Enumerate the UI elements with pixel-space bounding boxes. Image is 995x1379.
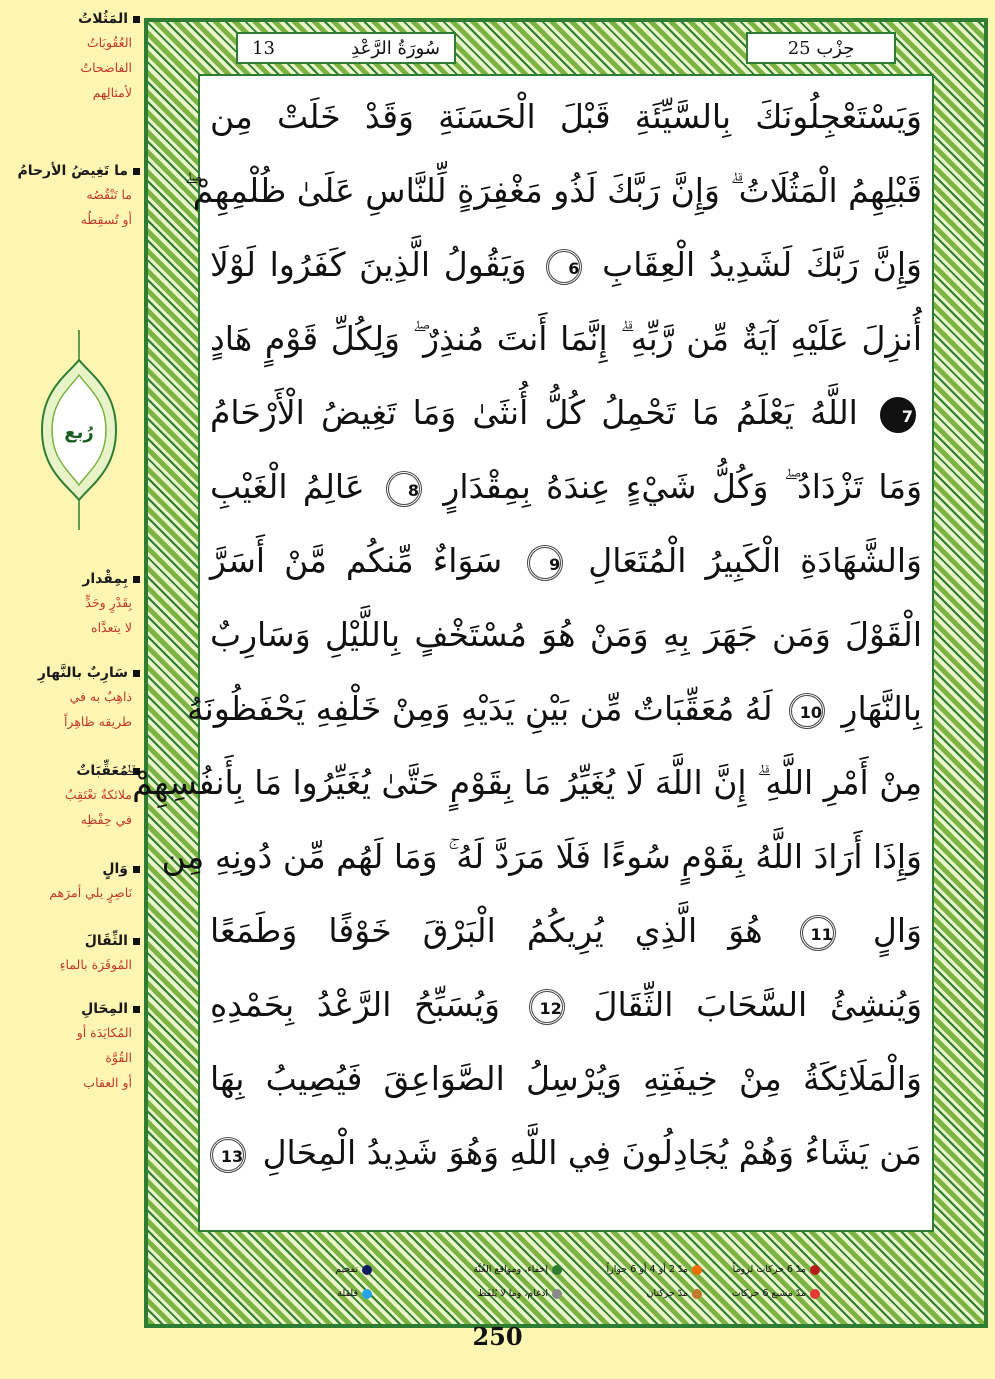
glossary-meaning: ما تَنْقُصُه (86, 187, 132, 202)
legend-dot-icon (692, 1289, 702, 1299)
verse-line: وَالشَّهَادَةِ الْكَبِيرُ الْمُتَعَالِ 9 سَوَاءٌ مِّنكُم مَّنْ أَسَرَّ (210, 541, 922, 580)
legend-dot-icon (362, 1289, 372, 1299)
glossary-meaning: بِقَدْرٍ وحَدٍّ (85, 595, 132, 610)
bullet-icon (133, 168, 140, 175)
verse-line: بِالنَّهَارِ 10 لَهُ مُعَقِّبَاتٌ مِّن بَيْنِ يَدَيْهِ وَمِنْ خَلْفِهِ يَحْفَظُونَهُ (186, 689, 922, 728)
surah-number: 13 (252, 37, 275, 59)
glossary-meaning: لأمثالِهم (92, 85, 132, 100)
glossary-meaning: الفاضحاتُ (80, 60, 132, 75)
verse-line: وَمَا تَزْدَادُ ۖ وَكُلُّ شَيْءٍ عِندَهُ بِمِقْدَارٍ 8 عَالِمُ الْغَيْبِ (210, 467, 923, 506)
glossary-entry (8, 998, 140, 1095)
legend-item: مدّ حركتان (647, 1288, 702, 1299)
page-border-frame (123, 18, 988, 1328)
glossary-meaning: ملائكةٌ تعْتَقِبُ (64, 787, 132, 802)
glossary-entry (8, 8, 140, 105)
glossary-meaning: ذاهِبٌ به في (69, 689, 132, 704)
surah-name: سُورَةُ الرَّعْدِ (351, 37, 440, 59)
ayah-number-marker: 12 (529, 989, 565, 1025)
legend-dot-icon (552, 1265, 562, 1275)
legend-item: إخفاء، ومواقع الغُنَّة (473, 1264, 562, 1275)
glossary-entry (8, 930, 140, 977)
surah-header (236, 32, 456, 64)
glossary-meaning: المُكايَدَة أو (76, 1025, 132, 1040)
glossary-sidebar (0, 0, 150, 1379)
glossary-meaning: نَاصِرٍ يلي أمرَهم (49, 885, 132, 900)
glossary-entry (8, 858, 140, 905)
legend-dot-icon (552, 1289, 562, 1299)
legend-item: تفخيم (335, 1264, 372, 1275)
rub-label: رُبع (64, 422, 94, 443)
verse-line: الْقَوْلَ وَمَن جَهَرَ بِهِ وَمَنْ هُوَ مُسْتَخْفٍ بِاللَّيْلِ وَسَارِبٌ (210, 615, 922, 654)
glossary-meaning: أو العقاب (83, 1075, 132, 1090)
bullet-icon (133, 576, 140, 583)
glossary-word: بِمِقْدار (82, 571, 128, 587)
verses-container (123, 76, 932, 1230)
verse-line: أُنزِلَ عَلَيْهِ آيَةٌ مِّن رَّبِّهِ ۗ إِنَّمَا أَنتَ مُنذِرٌ ۖ وَلِكُلِّ قَوْمٍ هَادٍ (210, 319, 922, 358)
bullet-icon (133, 670, 140, 677)
legend-dot-icon (810, 1289, 820, 1299)
glossary-word: المِحَالِ (81, 1001, 128, 1017)
ayah-number-marker: 6 (546, 249, 582, 285)
verse-line: مَن يَشَاءُ وَهُمْ يُجَادِلُونَ فِي اللَّهِ وَهُوَ شَدِيدُ الْمِحَالِ 13 (210, 1120, 922, 1186)
glossary-word: ما تَغِيضُ الأرحامُ (17, 163, 128, 179)
glossary-word: مُعَقِّبَاتٌ (76, 763, 128, 779)
bullet-icon (133, 16, 140, 23)
page-number: 250 (472, 1322, 523, 1351)
glossary-entry (8, 760, 140, 832)
verse-line: وَيُنشِئُ السَّحَابَ الثِّقَالَ 12 وَيُسَبِّحُ الرَّعْدُ بِحَمْدِهِ (210, 985, 922, 1024)
legend-item: مدّ مشبع 6 حركات (732, 1288, 820, 1299)
glossary-meaning: القُوَّة (105, 1050, 132, 1065)
glossary-entry (8, 160, 140, 232)
verse-line: وَيَسْتَعْجِلُونَكَ بِالسَّيِّئَةِ قَبْلَ الْحَسَنَةِ وَقَدْ خَلَتْ مِن (210, 97, 922, 136)
legend-dot-icon (810, 1265, 820, 1275)
glossary-meaning: طريقه ظاهِراً (63, 714, 132, 729)
verse-text-area (123, 74, 934, 1232)
legend-item: ادغام، وما لا يُلفَظ (478, 1288, 562, 1299)
ayah-number-marker: 10 (789, 693, 825, 729)
glossary-word: الثِّقَالَ (84, 933, 128, 949)
glossary-meaning: لا يتعدَّاه (91, 620, 132, 635)
glossary-entry (8, 568, 140, 640)
bullet-icon (133, 1006, 140, 1013)
glossary-meaning: في حِفْظِه (80, 812, 132, 827)
rub-hizb-ornament-icon (36, 330, 122, 530)
glossary-word: المَثُلاتُ (78, 11, 128, 27)
legend-dot-icon (692, 1265, 702, 1275)
glossary-word: وَالٍ (102, 861, 128, 877)
ayah-number-marker: 13 (210, 1137, 246, 1173)
legend-item: مدّ 2 أو 4 أو 6 جوازاً (607, 1264, 702, 1275)
legend-item: مدّ 6 حركات لزوماً (733, 1264, 820, 1275)
verse-line: قَبْلِهِمُ الْمَثُلَاتُ ۗ وَإِنَّ رَبَّكَ لَذُو مَغْفِرَةٍ لِّلنَّاسِ عَلَىٰ ظُلْمِهِمْ ۖ (184, 171, 922, 210)
verse-line: وَإِذَا أَرَادَ اللَّهُ بِقَوْمٍ سُوءًا فَلَا مَرَدَّ لَهُ ۚ وَمَا لَهُم مِّن دُونِهِ مِن (161, 837, 922, 876)
hizb-header (746, 32, 896, 64)
verse-line: وَإِنَّ رَبَّكَ لَشَدِيدُ الْعِقَابِ 6 وَيَقُولُ الَّذِينَ كَفَرُوا لَوْلَا (210, 245, 922, 284)
legend-item: قلقلة (337, 1288, 372, 1299)
glossary-meaning: المُوقَرَة بالماءِ (59, 957, 132, 972)
bullet-icon (133, 866, 140, 873)
bullet-icon (133, 938, 140, 945)
verse-line: وَالْمَلَائِكَةُ مِنْ خِيفَتِهِ وَيُرْسِلُ الصَّوَاعِقَ فَيُصِيبُ بِهَا (210, 1059, 922, 1098)
ayah-number-marker: 7 (880, 397, 916, 433)
tajweed-legend (300, 1262, 820, 1312)
glossary-meaning: أو تُسقِطُه (80, 212, 132, 227)
verse-line: مِنْ أَمْرِ اللَّهِ ۗ إِنَّ اللَّهَ لَا يُغَيِّرُ مَا بِقَوْمٍ حَتَّىٰ يُغَيِّرُوا مَا بِأَنفُسِهِمْ ۗ (123, 763, 922, 802)
verse-line: 7 اللَّهُ يَعْلَمُ مَا تَحْمِلُ كُلُّ أُنثَىٰ وَمَا تَغِيضُ الْأَرْحَامُ (210, 380, 922, 446)
ayah-number-marker: 8 (386, 471, 422, 507)
glossary-entry (8, 662, 140, 734)
hizb-label: حِزْب 25 (787, 37, 855, 59)
verse-line: وَالٍ 11 هُوَ الَّذِي يُرِيكُمُ الْبَرْقَ خَوْفًا وَطَمَعًا (210, 911, 922, 950)
ayah-number-marker: 9 (527, 545, 563, 581)
legend-dot-icon (362, 1265, 372, 1275)
glossary-word: سَارِبٌ بالنَّهارِ (37, 665, 128, 681)
glossary-meaning: العُقُوبَاتُ (86, 35, 132, 50)
ayah-number-marker: 11 (800, 915, 836, 951)
